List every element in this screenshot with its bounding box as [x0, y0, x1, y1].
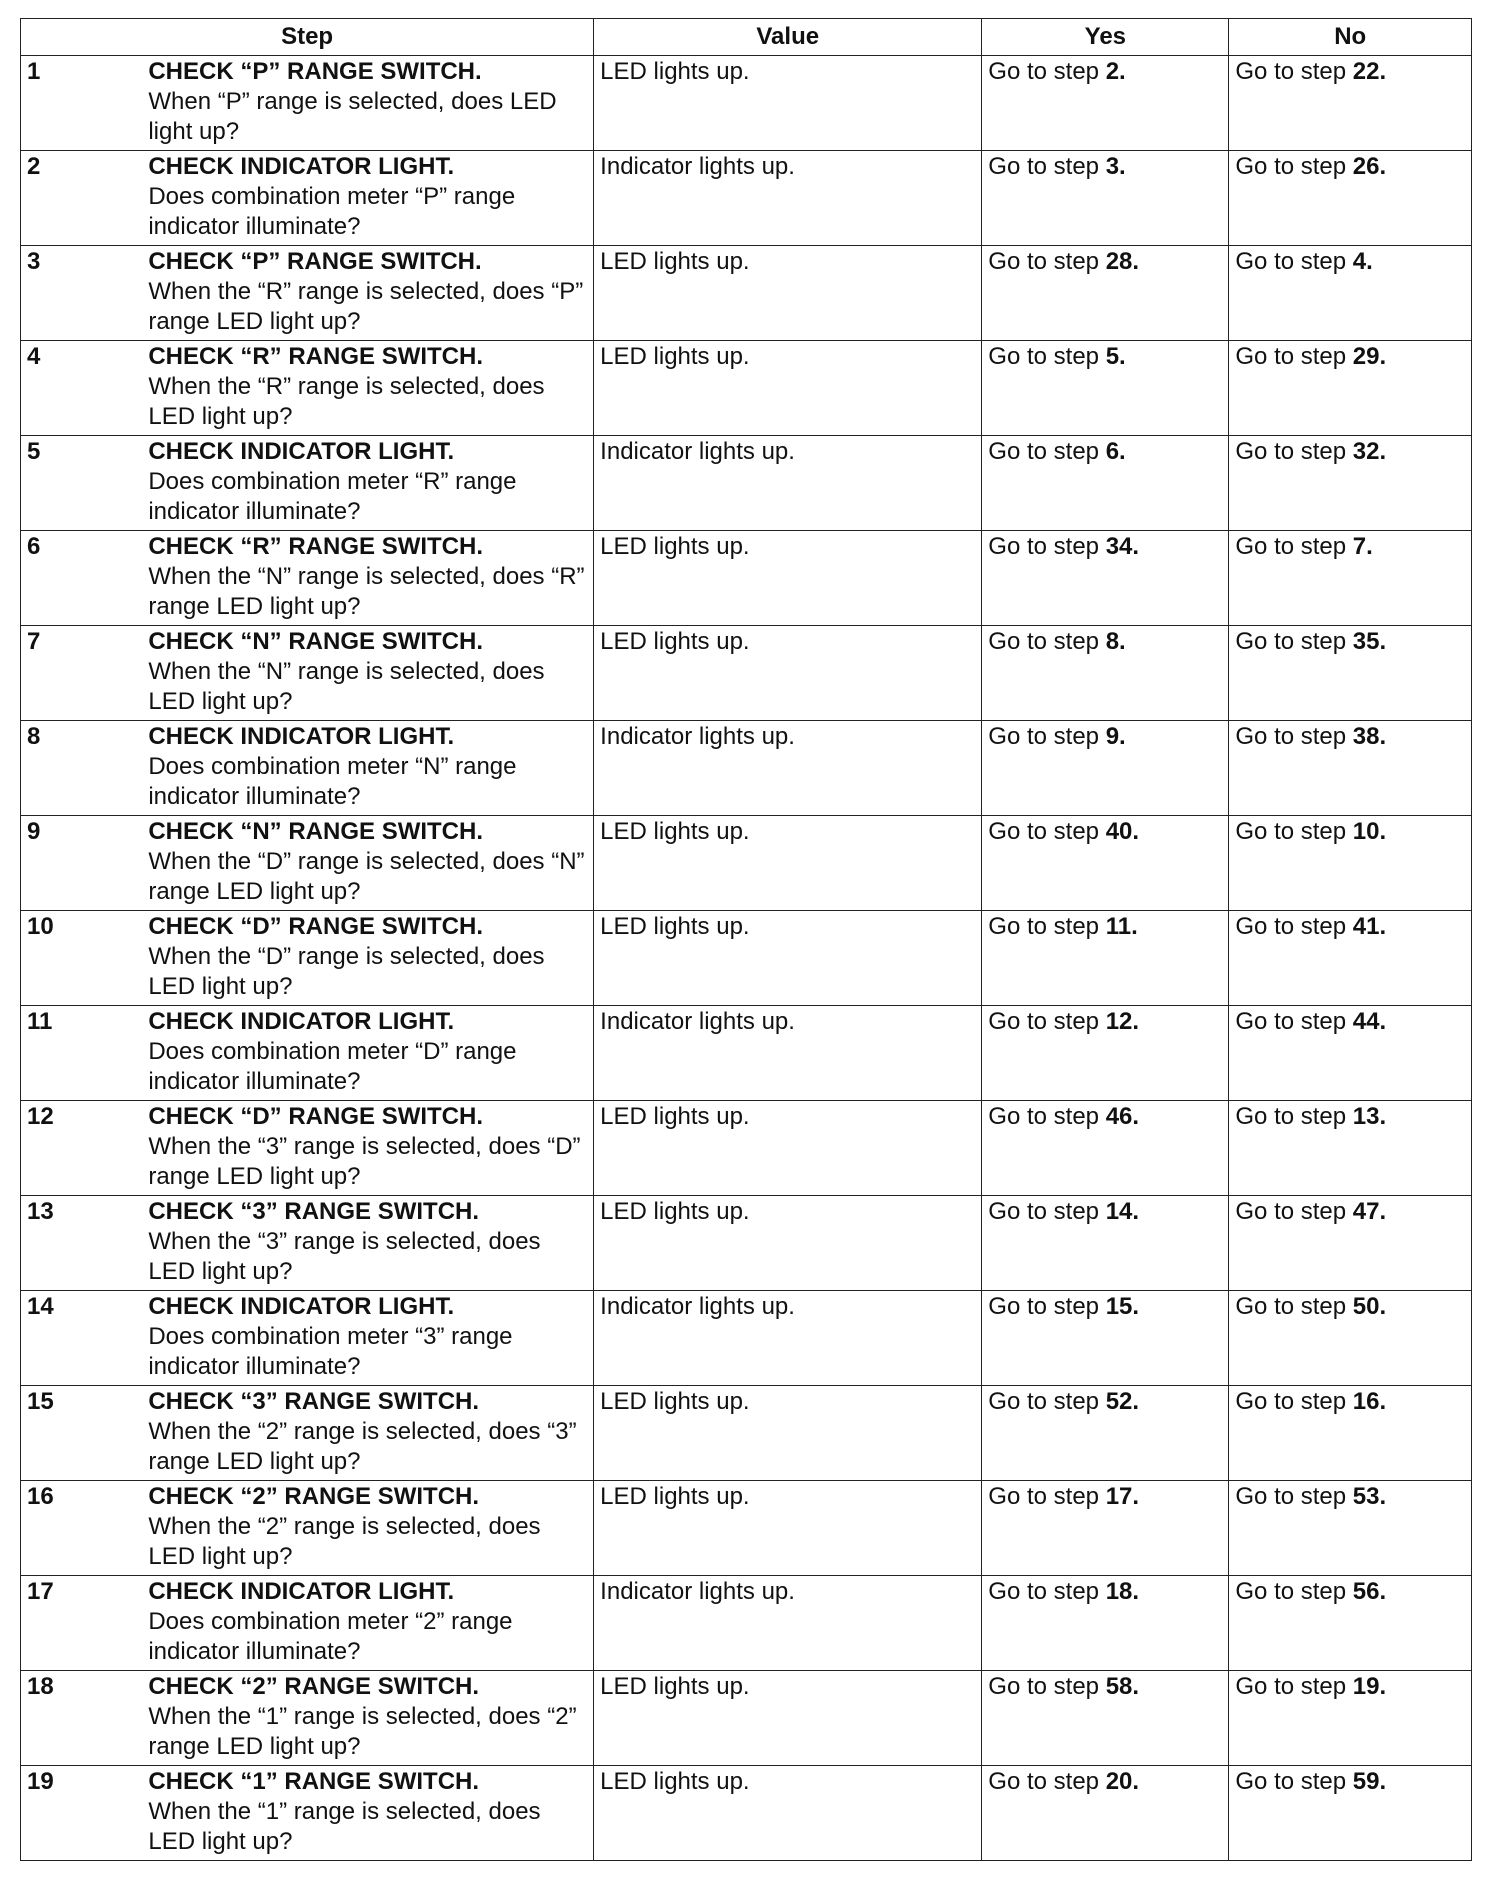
step-title: CHECK “R” RANGE SWITCH.	[148, 533, 484, 560]
no-action	[1229, 1101, 1472, 1196]
no-action	[1229, 56, 1472, 151]
step-description	[142, 341, 593, 436]
step-description	[142, 721, 593, 816]
yes-action	[982, 56, 1229, 151]
step-value: LED lights up.	[594, 911, 982, 1006]
no-target: 56.	[1352, 1578, 1387, 1605]
step-number: 19	[21, 1766, 143, 1861]
step-question: When the “R” range is selected, does LED light up?	[148, 373, 545, 430]
step-value: LED lights up.	[594, 246, 982, 341]
yes-prefix: Go to step	[988, 1008, 1106, 1035]
step-question: Does combination meter “R” range indicator illuminate?	[148, 468, 517, 525]
step-title: CHECK “N” RANGE SWITCH.	[148, 628, 484, 655]
table-row-13	[21, 1196, 1472, 1291]
no-prefix: Go to step	[1235, 1103, 1353, 1130]
yes-target: 15.	[1105, 1293, 1140, 1320]
yes-action	[982, 341, 1229, 436]
diagnostic-sheet	[20, 18, 1472, 1861]
step-value: LED lights up.	[594, 531, 982, 626]
no-target: 44.	[1352, 1008, 1387, 1035]
step-description	[142, 1006, 593, 1101]
step-value: Indicator lights up.	[594, 721, 982, 816]
no-action	[1229, 1386, 1472, 1481]
step-question: When the “N” range is selected, does LED light up?	[148, 658, 545, 715]
yes-target: 28.	[1105, 248, 1140, 275]
table-row-11	[21, 1006, 1472, 1101]
no-action	[1229, 1576, 1472, 1671]
step-description	[142, 1481, 593, 1576]
no-action	[1229, 1291, 1472, 1386]
yes-prefix: Go to step	[988, 438, 1106, 465]
step-title: CHECK “D” RANGE SWITCH.	[148, 1103, 484, 1130]
yes-target: 46.	[1105, 1103, 1140, 1130]
table-row-1	[21, 56, 1472, 151]
yes-prefix: Go to step	[988, 1293, 1106, 1320]
no-target: 59.	[1352, 1768, 1387, 1795]
no-prefix: Go to step	[1235, 1483, 1353, 1510]
table-row-14	[21, 1291, 1472, 1386]
step-description	[142, 246, 593, 341]
yes-target: 9.	[1105, 723, 1126, 750]
step-description	[142, 1291, 593, 1386]
no-prefix: Go to step	[1235, 343, 1353, 370]
no-action	[1229, 721, 1472, 816]
step-title: CHECK “3” RANGE SWITCH.	[148, 1198, 480, 1225]
step-title: CHECK “P” RANGE SWITCH.	[148, 58, 482, 85]
step-value: LED lights up.	[594, 1671, 982, 1766]
yes-action	[982, 1386, 1229, 1481]
yes-prefix: Go to step	[988, 343, 1106, 370]
table-row-10	[21, 911, 1472, 1006]
step-description	[142, 436, 593, 531]
no-target: 32.	[1352, 438, 1387, 465]
no-target: 16.	[1352, 1388, 1387, 1415]
step-question: When the “2” range is selected, does “3” range LED light up?	[148, 1418, 577, 1475]
step-question: Does combination meter “D” range indicator illuminate?	[148, 1038, 517, 1095]
yes-action	[982, 1576, 1229, 1671]
step-description	[142, 1386, 593, 1481]
no-target: 10.	[1352, 818, 1387, 845]
yes-prefix: Go to step	[988, 628, 1106, 655]
step-description	[142, 1196, 593, 1291]
no-action	[1229, 1671, 1472, 1766]
step-title: CHECK INDICATOR LIGHT.	[148, 1578, 455, 1605]
no-target: 26.	[1352, 153, 1387, 180]
header-yes: Yes	[982, 19, 1229, 56]
no-prefix: Go to step	[1235, 1293, 1353, 1320]
no-prefix: Go to step	[1235, 1198, 1353, 1225]
step-title: CHECK INDICATOR LIGHT.	[148, 438, 455, 465]
header-step: Step	[21, 19, 594, 56]
yes-prefix: Go to step	[988, 1578, 1106, 1605]
no-action	[1229, 626, 1472, 721]
step-question: When the “R” range is selected, does “P” range LED light up?	[148, 278, 584, 335]
yes-target: 17.	[1105, 1483, 1140, 1510]
no-prefix: Go to step	[1235, 1673, 1353, 1700]
no-prefix: Go to step	[1235, 533, 1353, 560]
step-value: LED lights up.	[594, 56, 982, 151]
no-target: 29.	[1352, 343, 1387, 370]
step-number: 6	[21, 531, 143, 626]
step-number: 11	[21, 1006, 143, 1101]
no-target: 22.	[1352, 58, 1387, 85]
no-action	[1229, 246, 1472, 341]
no-target: 4.	[1352, 248, 1373, 275]
yes-action	[982, 1671, 1229, 1766]
yes-action	[982, 721, 1229, 816]
table-row-18	[21, 1671, 1472, 1766]
step-question: Does combination meter “2” range indicator illuminate?	[148, 1608, 513, 1665]
no-action	[1229, 911, 1472, 1006]
yes-prefix: Go to step	[988, 1198, 1106, 1225]
step-title: CHECK “D” RANGE SWITCH.	[148, 913, 484, 940]
yes-action	[982, 151, 1229, 246]
table-row-3	[21, 246, 1472, 341]
no-prefix: Go to step	[1235, 723, 1353, 750]
step-title: CHECK INDICATOR LIGHT.	[148, 1293, 455, 1320]
step-value: LED lights up.	[594, 1196, 982, 1291]
step-question: Does combination meter “3” range indicator illuminate?	[148, 1323, 513, 1380]
yes-action	[982, 1291, 1229, 1386]
step-value: Indicator lights up.	[594, 1291, 982, 1386]
diagnostic-table	[20, 18, 1472, 1861]
no-target: 38.	[1352, 723, 1387, 750]
step-title: CHECK INDICATOR LIGHT.	[148, 1008, 455, 1035]
yes-action	[982, 1481, 1229, 1576]
step-value: Indicator lights up.	[594, 1576, 982, 1671]
step-question: When the “N” range is selected, does “R” range LED light up?	[148, 563, 585, 620]
step-title: CHECK “2” RANGE SWITCH.	[148, 1673, 480, 1700]
step-description	[142, 1576, 593, 1671]
step-description	[142, 531, 593, 626]
step-description	[142, 1671, 593, 1766]
step-number: 17	[21, 1576, 143, 1671]
yes-prefix: Go to step	[988, 1388, 1106, 1415]
step-title: CHECK “P” RANGE SWITCH.	[148, 248, 482, 275]
yes-prefix: Go to step	[988, 248, 1106, 275]
step-value: LED lights up.	[594, 1386, 982, 1481]
no-target: 41.	[1352, 913, 1387, 940]
no-action	[1229, 1481, 1472, 1576]
step-number: 10	[21, 911, 143, 1006]
step-title: CHECK “3” RANGE SWITCH.	[148, 1388, 480, 1415]
yes-prefix: Go to step	[988, 1673, 1106, 1700]
step-number: 14	[21, 1291, 143, 1386]
yes-target: 52.	[1105, 1388, 1140, 1415]
yes-target: 12.	[1105, 1008, 1140, 1035]
step-value: LED lights up.	[594, 816, 982, 911]
step-question: When the “3” range is selected, does LED light up?	[148, 1228, 541, 1285]
step-number: 2	[21, 151, 143, 246]
step-description	[142, 56, 593, 151]
step-question: Does combination meter “N” range indicator illuminate?	[148, 753, 517, 810]
yes-prefix: Go to step	[988, 723, 1106, 750]
no-action	[1229, 531, 1472, 626]
step-value: Indicator lights up.	[594, 436, 982, 531]
step-number: 12	[21, 1101, 143, 1196]
yes-prefix: Go to step	[988, 1103, 1106, 1130]
step-value: LED lights up.	[594, 1766, 982, 1861]
table-row-16	[21, 1481, 1472, 1576]
step-question: When the “1” range is selected, does “2” range LED light up?	[148, 1703, 577, 1760]
yes-prefix: Go to step	[988, 818, 1106, 845]
no-prefix: Go to step	[1235, 438, 1353, 465]
yes-target: 6.	[1105, 438, 1126, 465]
step-number: 3	[21, 246, 143, 341]
no-target: 35.	[1352, 628, 1387, 655]
table-row-2	[21, 151, 1472, 246]
step-title: CHECK “1” RANGE SWITCH.	[148, 1768, 480, 1795]
table-row-15	[21, 1386, 1472, 1481]
no-prefix: Go to step	[1235, 58, 1353, 85]
yes-target: 40.	[1105, 818, 1140, 845]
table-row-12	[21, 1101, 1472, 1196]
step-title: CHECK “2” RANGE SWITCH.	[148, 1483, 480, 1510]
no-action	[1229, 436, 1472, 531]
no-target: 47.	[1352, 1198, 1387, 1225]
yes-action	[982, 626, 1229, 721]
no-prefix: Go to step	[1235, 913, 1353, 940]
no-action	[1229, 1766, 1472, 1861]
step-number: 1	[21, 56, 143, 151]
no-prefix: Go to step	[1235, 1768, 1353, 1795]
table-row-8	[21, 721, 1472, 816]
yes-prefix: Go to step	[988, 1768, 1106, 1795]
yes-action	[982, 1196, 1229, 1291]
no-prefix: Go to step	[1235, 153, 1353, 180]
step-description	[142, 626, 593, 721]
yes-action	[982, 436, 1229, 531]
step-value: LED lights up.	[594, 1101, 982, 1196]
step-title: CHECK “N” RANGE SWITCH.	[148, 818, 484, 845]
step-title: CHECK INDICATOR LIGHT.	[148, 153, 455, 180]
yes-target: 5.	[1105, 343, 1126, 370]
step-question: When the “3” range is selected, does “D” range LED light up?	[148, 1133, 581, 1190]
step-question: When the “2” range is selected, does LED light up?	[148, 1513, 541, 1570]
no-action	[1229, 1006, 1472, 1101]
yes-action	[982, 246, 1229, 341]
no-prefix: Go to step	[1235, 818, 1353, 845]
yes-target: 20.	[1105, 1768, 1140, 1795]
step-title: CHECK INDICATOR LIGHT.	[148, 723, 455, 750]
step-description	[142, 911, 593, 1006]
no-target: 13.	[1352, 1103, 1387, 1130]
table-row-19	[21, 1766, 1472, 1861]
step-question: When “P” range is selected, does LED light up?	[148, 88, 557, 145]
yes-action	[982, 911, 1229, 1006]
step-number: 18	[21, 1671, 143, 1766]
step-value: LED lights up.	[594, 626, 982, 721]
step-number: 8	[21, 721, 143, 816]
header-value: Value	[594, 19, 982, 56]
no-target: 7.	[1352, 533, 1373, 560]
header-no: No	[1229, 19, 1472, 56]
yes-target: 8.	[1105, 628, 1126, 655]
table-body	[21, 56, 1472, 1861]
yes-prefix: Go to step	[988, 533, 1106, 560]
step-number: 5	[21, 436, 143, 531]
step-number: 13	[21, 1196, 143, 1291]
step-number: 4	[21, 341, 143, 436]
yes-prefix: Go to step	[988, 913, 1106, 940]
no-action	[1229, 816, 1472, 911]
yes-target: 34.	[1105, 533, 1140, 560]
step-title: CHECK “R” RANGE SWITCH.	[148, 343, 484, 370]
no-prefix: Go to step	[1235, 628, 1353, 655]
table-row-17	[21, 1576, 1472, 1671]
step-question: When the “1” range is selected, does LED light up?	[148, 1798, 541, 1855]
table-row-7	[21, 626, 1472, 721]
step-value: LED lights up.	[594, 341, 982, 436]
step-description	[142, 816, 593, 911]
no-action	[1229, 1196, 1472, 1291]
yes-prefix: Go to step	[988, 1483, 1106, 1510]
no-target: 19.	[1352, 1673, 1387, 1700]
yes-target: 18.	[1105, 1578, 1140, 1605]
step-value: Indicator lights up.	[594, 1006, 982, 1101]
step-description	[142, 1101, 593, 1196]
step-question: Does combination meter “P” range indicator illuminate?	[148, 183, 516, 240]
step-number: 9	[21, 816, 143, 911]
step-description	[142, 1766, 593, 1861]
step-number: 15	[21, 1386, 143, 1481]
no-action	[1229, 341, 1472, 436]
table-row-4	[21, 341, 1472, 436]
yes-action	[982, 1101, 1229, 1196]
no-prefix: Go to step	[1235, 248, 1353, 275]
table-row-6	[21, 531, 1472, 626]
yes-target: 3.	[1105, 153, 1126, 180]
yes-target: 2.	[1105, 58, 1126, 85]
yes-target: 58.	[1105, 1673, 1140, 1700]
yes-target: 11.	[1105, 913, 1138, 940]
no-prefix: Go to step	[1235, 1008, 1353, 1035]
yes-prefix: Go to step	[988, 153, 1106, 180]
step-description	[142, 151, 593, 246]
yes-target: 14.	[1105, 1198, 1140, 1225]
no-prefix: Go to step	[1235, 1578, 1353, 1605]
yes-action	[982, 1006, 1229, 1101]
step-value: Indicator lights up.	[594, 151, 982, 246]
step-number: 7	[21, 626, 143, 721]
no-prefix: Go to step	[1235, 1388, 1353, 1415]
no-target: 53.	[1352, 1483, 1387, 1510]
yes-action	[982, 816, 1229, 911]
step-number: 16	[21, 1481, 143, 1576]
header-row	[21, 19, 1472, 56]
yes-action	[982, 531, 1229, 626]
step-question: When the “D” range is selected, does “N” range LED light up?	[148, 848, 585, 905]
step-value: LED lights up.	[594, 1481, 982, 1576]
table-header	[21, 19, 1472, 56]
table-row-9	[21, 816, 1472, 911]
no-target: 50.	[1352, 1293, 1387, 1320]
table-row-5	[21, 436, 1472, 531]
yes-prefix: Go to step	[988, 58, 1106, 85]
yes-action	[982, 1766, 1229, 1861]
step-question: When the “D” range is selected, does LED light up?	[148, 943, 545, 1000]
no-action	[1229, 151, 1472, 246]
